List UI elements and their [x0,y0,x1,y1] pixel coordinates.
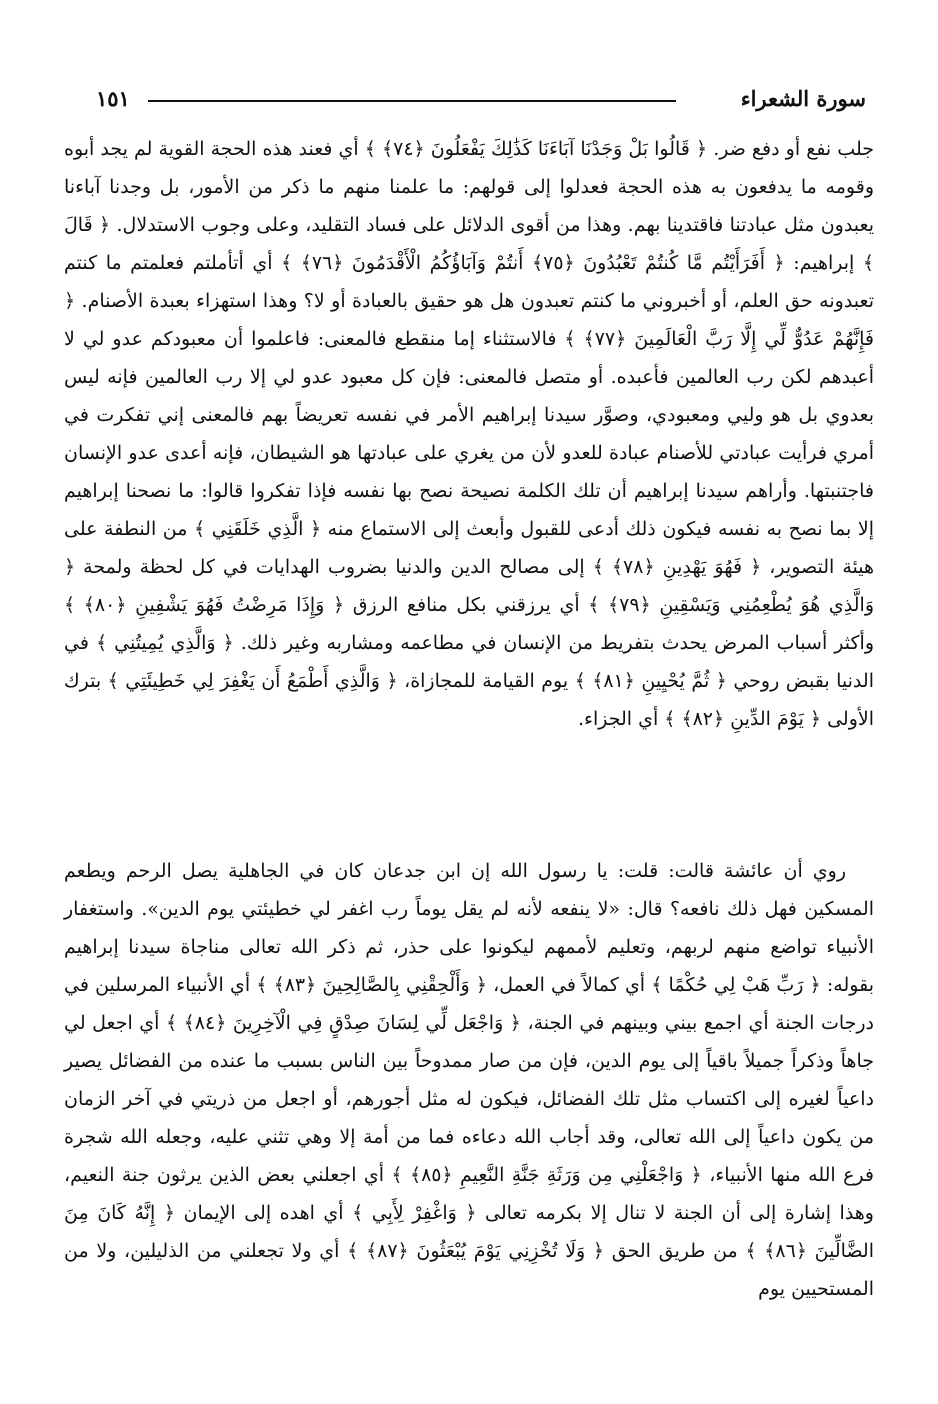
commentary-block-1 [64,130,874,738]
commentary-block-2 [64,852,874,1308]
paragraph-1: جلب نفع أو دفع ضر. ﴿ قَالُوا بَلْ وَجَدْنَا آبَاءَنَا كَذَٰلِكَ يَفْعَلُونَ ﴿٧٤﴾ ﴾ أي فعند هذه الحجة القوية لم يجد أبوه وقومه ما يدفعون به هذه الحجة فعدلوا إلى قولهم: ما علمنا منهم ما ذكر من الأمور، بل وجدنا آباءنا يعبدون مثل عبادتنا فاقتدينا بهم. وهذا من أقوى الدلائل على فساد التقليد، وعلى وجوب الاستدلال. ﴿ قَالَ ﴾ إبراهيم: ﴿ أَفَرَأَيْتُم مَّا كُنتُمْ تَعْبُدُونَ ﴿٧٥﴾ أَنتُمْ وَآبَاؤُكُمُ الْأَقْدَمُونَ ﴿٧٦﴾ ﴾ أي أتأملتم فعلمتم ما كنتم تعبدونه حق العلم، أو أخبروني ما كنتم تعبدون هل هو حقيق بالعبادة أو لا؟ وهذا استهزاء بعبدة الأصنام. ﴿ فَإِنَّهُمْ عَدُوٌّ لِّي إِلَّا رَبَّ الْعَالَمِينَ ﴿٧٧﴾ ﴾ فالاستثناء إما منقطع فالمعنى: فاعلموا أن معبودكم عدو لي لا أعبدهم لكن رب العالمين فأعبده. أو متصل فالمعنى: فإن كل معبود عدو لي إلا رب العالمين فإنه ليس بعدوي بل هو وليي ومعبودي، وصوَّر سيدنا إبراهيم الأمر في نفسه تعريضاً بهم فالمعنى إني تفكرت في أمري فرأيت عبادتي للأصنام عبادة للعدو لأن من يغري على عبادتها هو الشيطان، فإنه أعدى عدو الإنسان فاجتنبتها. وأراهم سيدنا إبراهيم أن تلك الكلمة نصيحة نصح بها نفسه فإذا تفكروا قالوا: ما نصحنا إبراهيم إلا بما نصح به نفسه فيكون ذلك أدعى للقبول وأبعث إلى الاستماع منه ﴿ الَّذِي خَلَقَنِي ﴾ من النطفة على هيئة التصوير، ﴿ فَهُوَ يَهْدِينِ ﴿٧٨﴾ ﴾ إلى مصالح الدين والدنيا بضروب الهدايات في كل لحظة ولمحة ﴿ وَالَّذِي هُوَ يُطْعِمُنِي وَيَسْقِينِ ﴿٧٩﴾ ﴾ أي يرزقني بكل منافع الرزق ﴿ وَإِذَا مَرِضْتُ فَهُوَ يَشْفِينِ ﴿٨٠﴾ ﴾ وأكثر أسباب المرض يحدث بتفريط من الإنسان في مطاعمه ومشاربه وغير ذلك. ﴿ وَالَّذِي يُمِيتُنِي ﴾ في الدنيا بقبض روحي ﴿ ثُمَّ يُحْيِينِ ﴿٨١﴾ ﴾ يوم القيامة للمجازاة، ﴿ وَالَّذِي أَطْمَعُ أَن يَغْفِرَ لِي خَطِيئَتِي ﴾ بترك الأولى ﴿ يَوْمَ الدِّينِ ﴿٨٢﴾ ﴾ أي الجزاء. [64,138,875,730]
header-rule [148,100,676,102]
paragraph-2: روي أن عائشة قالت: قلت: يا رسول الله إن ابن جدعان كان في الجاهلية يصل الرحم ويطعم المسكين فهل ذلك نافعه؟ قال: «لا ينفعه لأنه لم يقل يوماً رب اغفر لي خطيئتي يوم الدين». واستغفار الأنبياء تواضع منهم لربهم، وتعليم لأممهم ليكونوا على حذر، ثم ذكر الله تعالى مناجاة سيدنا إبراهيم بقوله: ﴿ رَبِّ هَبْ لِي حُكْمًا ﴾ أي كمالاً في العمل، ﴿ وَأَلْحِقْنِي بِالصَّالِحِينَ ﴿٨٣﴾ ﴾ أي الأنبياء المرسلين في درجات الجنة أي اجمع بيني وبينهم في الجنة، ﴿ وَاجْعَل لِّي لِسَانَ صِدْقٍ فِي الْآخِرِينَ ﴿٨٤﴾ ﴾ أي اجعل لي جاهاً وذكراً جميلاً باقياً إلى يوم الدين، فإن من صار ممدوحاً بين الناس بسبب ما عنده من الفضائل يصير داعياً لغيره إلى اكتساب مثل تلك الفضائل، فيكون له مثل أجورهم، أو اجعل من ذريتي في آخر الزمان من يكون داعياً إلى الله تعالى، وقد أجاب الله دعاءه فما من أمة إلا وهي تثني عليه، وجعله الله شجرة فرع الله منها الأنبياء، ﴿ وَاجْعَلْنِي مِن وَرَثَةِ جَنَّةِ النَّعِيمِ ﴿٨٥﴾ ﴾ أي اجعلني بعض الذين يرثون جنة النعيم، وهذا إشارة إلى أن الجنة لا تنال إلا بكرمه تعالى ﴿ وَاغْفِرْ لِأَبِي ﴾ أي اهده إلى الإيمان ﴿ إِنَّهُ كَانَ مِنَ الضَّالِّينَ ﴿٨٦﴾ ﴾ من طريق الحق ﴿ وَلَا تُخْزِنِي يَوْمَ يُبْعَثُونَ ﴿٨٧﴾ ﴾ أي ولا تجعلني من الذليلين، ولا من المستحيين يوم [64,860,875,1300]
page-header [96,84,866,118]
surah-title: سورة الشعراء [740,86,866,111]
page-number: ١٥١ [96,86,130,111]
